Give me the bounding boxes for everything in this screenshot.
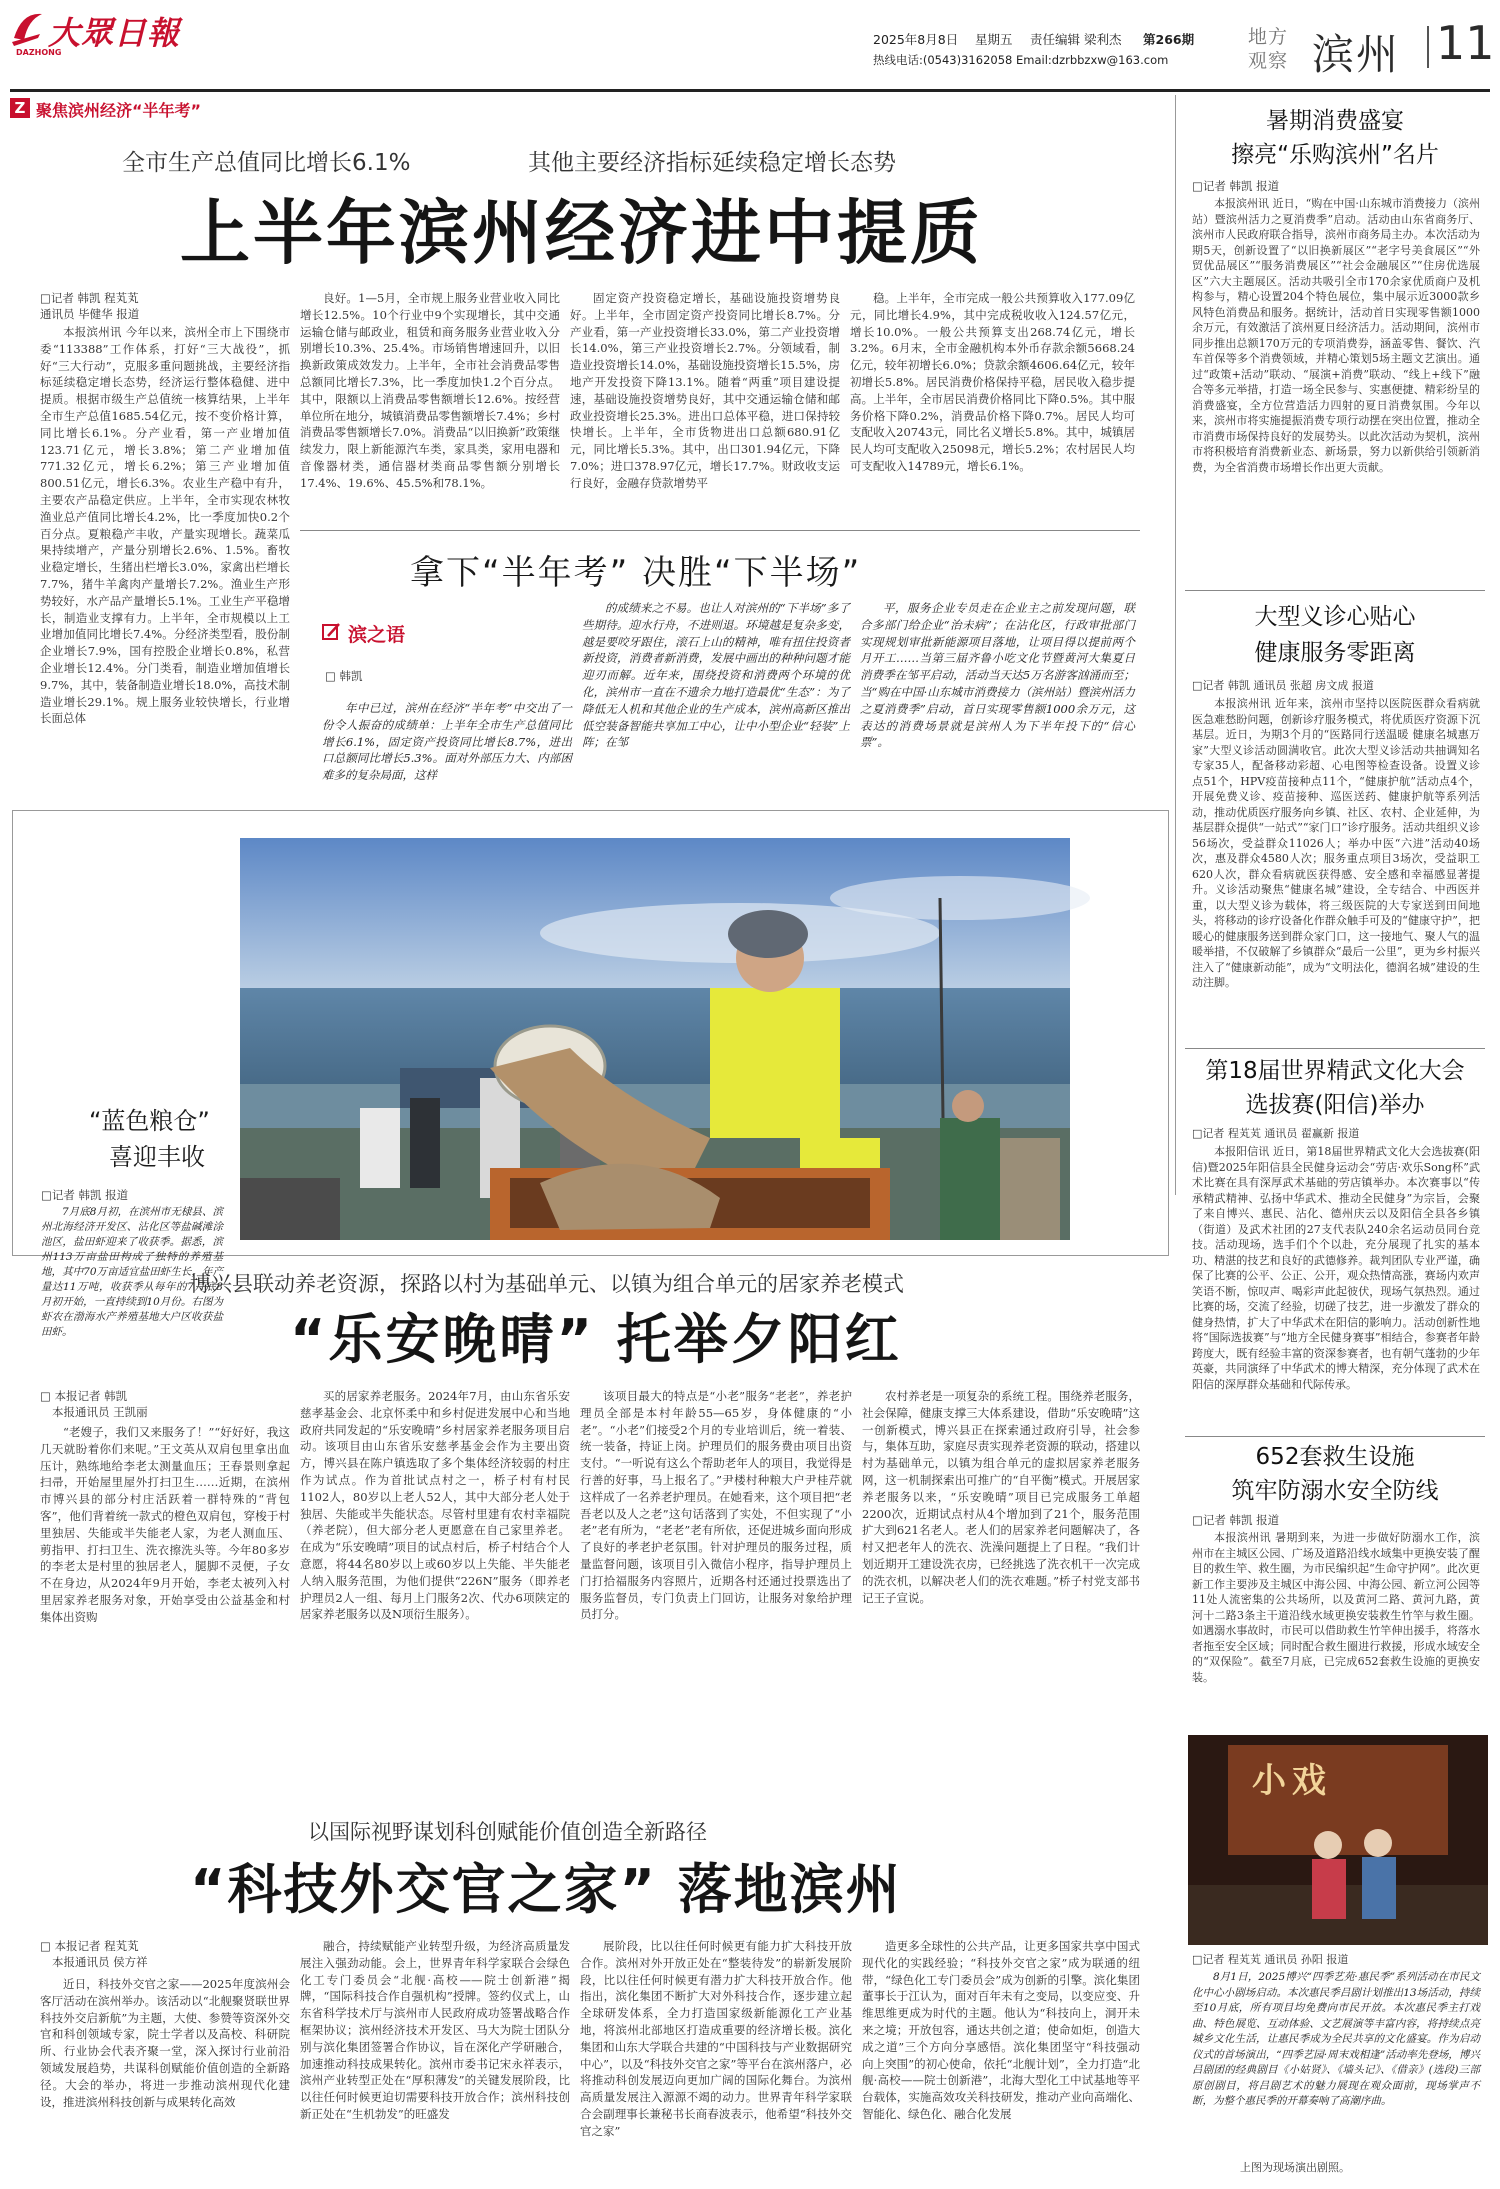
issue-weekday: 星期五 bbox=[975, 32, 1013, 47]
commentary-title: 拿下“半年考” 决胜“下半场” bbox=[410, 553, 862, 593]
right-c-byline: □记者 程芄芄 通讯员 翟赢新 报道 bbox=[1192, 1127, 1360, 1140]
diplomat-byline-1: □ 本报记者 程芄芄 bbox=[40, 1939, 139, 1953]
commentary-label bbox=[322, 620, 422, 646]
commentary-column-1: 年中已过，滨州在经济“半年考”中交出了一份令人振奋的成绩单：上半年全市生产总值同比增长6.1%，固定资产投资同比增长8.7%，进出口总额同比增长5.3%。面对外部压力大、内部困难多的复杂局面，这样 bbox=[322, 701, 572, 783]
page-number: 11 bbox=[1436, 16, 1495, 70]
section-label-a: 地方 bbox=[1248, 26, 1289, 48]
right-rule-3 bbox=[1185, 1436, 1485, 1437]
lead-byline-1: □记者 韩凯 程芄芄 bbox=[40, 291, 139, 305]
lead-title: 上半年滨州经济进中提质 bbox=[180, 192, 983, 274]
masthead-rule bbox=[10, 89, 1490, 92]
opera-photo-calligraphy: 小戏 bbox=[1252, 1761, 1332, 1801]
shrimp-harvest-illustration bbox=[240, 838, 1070, 1240]
right-b-byline: □记者 韩凯 通讯员 张超 房文成 报道 bbox=[1192, 679, 1374, 692]
lead-column-4: 稳。上半年，全市完成一般公共预算收入177.09亿元，同比增长4.9%，其中完成税收收入124.57亿元，增长10.0%。一般公共预算支出268.74亿元，增长3.2%。6月末，全市金融机构本外币存款余额5668.24亿元，较年初增长6.0%；贷款余额4606.64亿元，较年初增长5.8%。居民消费价格保持平稳，居民收入稳步提高。上半年，全市居民消费价格同比下降0.5%。其中服务价格下降0.2%，消费品价格下降0.7%。居民人均可支配收入20743元，同比名义增长5.8%。其中，城镇居民人均可支配收入25098元，增长5.2%；农村居民人均可支配收入14789元，增长6.1%。 bbox=[850, 291, 1135, 473]
right-e-caption: 上图为现场演出剧照。 bbox=[1240, 2161, 1350, 2174]
opera-stage-illustration bbox=[1188, 1735, 1488, 1945]
right-d-byline: □记者 韩凯 报道 bbox=[1192, 1513, 1280, 1527]
column-divider bbox=[1175, 95, 1176, 1195]
diplomat-column-2: 融合，持续赋能产业转型升级，为经济高质量发展注入强劲动能。会上，世界青年科学家联合会绿色化工专门委员会“北舰·高校——院士创新港”揭牌，“国际科技合作自强机构”授牌。签约仪式上，山东省科学技术厅与滨州市人民政府成功签署战略合作框架协议；滨州经济技术开发区、马大为院士团队分别与滨化集团签署合作协议，旨在深化产学研融合，加速推动科技成果转化。滨州市委书记宋永祥表示，滨州产业转型正处在“厚积薄发”的关键发展阶段，比以往任何时候更迫切需要科技开放合作；滨州科技创新正处在“生机勃发”的旺盛发 bbox=[300, 1939, 570, 2121]
elderly-column-1: “老嫂子，我们又来服务了！”“好好好，我这几天就盼着你们来呢。”王文英从双肩包里拿出血压计，熟练地给李老太测量血压；王春景则拿起扫帚，开始屋里屋外打扫卫生……近期，在滨州市博兴县的部分村庄活跃着一群特殊的“背包客”，他们背着统一款式的橙色双肩包，穿梭于村里独居、失能或半失能老人家，为老人测血压、剪指甲、打扫卫生、洗衣擦洗头等。今年80多岁的李老太是村里的独居老人，腿脚不灵便，子女不在身边，从2024年9月开始，李老太被列入村里居家养老服务对象，开始享受由公益基金和村集体出资购 bbox=[40, 1425, 290, 1624]
right-e-text: 8月1日，2025博兴“四季艺苑·惠民季”系列活动在市民文化中心小剧场启动。本次惠民季吕剧计划推出13场活动，持续至10月底，所有项目均免费向市民开放。本次惠民季主打戏曲、特色展览、互动体验、文艺展演等丰富内容，将持续点亮城乡文化生活，让惠民季成为全民共享的文化盛宴。作为启动仪式的首场演出，“四季艺园·周末戏相逢”活动率先登场，博兴吕剧团的经典剧目《小姑贤》、《墙头记》、《借亲》(选段)三部原创剧目，将吕剧艺术的魅力展现在观众面前，现场掌声不断，为整个惠民季的开幕奏响了高潮序曲。 bbox=[1192, 1971, 1480, 2107]
right-b-text: 本报滨州讯 近年来，滨州市坚持以医院医群众看病就医急难愁盼问题，创新诊疗服务模式，将优质医疗资源下沉基层。近日，为期3个月的“医路同行送温暖 健康名城惠万家”大型义诊活动圆满收官。此次大型义诊活动共抽调知名专家35人，配备移动彩超、心电图等检查设备。设置义诊点51个，HPV疫苗接种点11个，“健康护航”活动点4个，开展免费义诊、疫苗接种、巡医送药、健康护航等系列活动，推动优质医疗服务向乡镇、社区、农村、企业延伸，为基层群众提供“一站式”“家门口”诊疗服务。活动共组织义诊56场次，受益群众11026人；举办中医“六进”活动40场次，惠及群众4580人次；服务重点项目3场次，受益职工620人次，群众看病就医获得感、安全感和幸福感显著提升。义诊活动聚焦“健康名城”建设，全专结合、中西医并重，以大型义诊为载体，将三级医院的大专家送到田间地头，将移动的诊疗设备化作群众触手可及的“健康守护”，把暖心的健康服务送到群众家门口，这一接地气、聚人气的温暖举措，不仅破解了乡镇群众“最后一公里”，更为乡村振兴注入了“健康新动能”，成为“文明法化，德润名城”建设的生动注脚。 bbox=[1192, 697, 1480, 989]
diplomat-title: “科技外交官之家” 落地滨州 bbox=[190, 1858, 902, 1921]
logo-emblem-icon bbox=[10, 8, 46, 48]
diplomat-subtitle: 以国际视野谋划科创赋能价值创造全新路径 bbox=[308, 1820, 707, 1844]
column-tag-icon: Z bbox=[10, 98, 30, 118]
lead-subtitle-b: 其他主要经济指标延续稳定增长态势 bbox=[528, 150, 896, 176]
right-c-text: 本报阳信讯 近日，第18届世界精武文化大会选拔赛(阳信)暨2025年阳信县全民健身运动会“劳店·欢乐Song杯”武术比赛在具有深厚武术基础的劳店镇举办。本次赛事以“传承精武精神、弘扬中华武术、推动全民健身”为宗旨，会聚了来自博兴、惠民、沾化、德州庆云以及阳信全县各乡镇（街道）及武术社团的27支代表队240余名运动员同台竞技。活动现场，选手们个个以赴，充分展现了扎实的基本功、精湛的技艺和良好的武德修养。裁判团队专业严谨，确保了比赛的公平、公正、公开，观众热情高涨，赛场内欢声笑语不断，惊叹声、喝彩声此起彼伏，现场气氛热烈。通过比赛的场，交流了经验，切磋了技艺，进一步激发了群众的健身热情，扩大了中华武术在阳信的影响力。活动创新性地将“国际选拔赛”与“地方全民健身赛事”相结合，参赛者年龄跨度大，既有经验丰富的资深参赛者，也有朝气蓬勃的少年英豪，共同演绎了中华武术的博大精深，充分体现了武术在阳信的深厚群众基础和代际传承。 bbox=[1192, 1145, 1480, 1391]
photo-feature-title-2: 喜迎丰收 bbox=[109, 1143, 205, 1171]
lead-column-2: 良好。1—5月，全市规上服务业营业收入同比增长12.5%。10个行业中9个实现增长，其中交通运输仓储与邮政业，租赁和商务服务业营业收入分别增长10.3%、25.4%。市场销售增速回升，以旧换新政策成效发力。上半年，全市社会消费品零售总额同比增长7.3%，比一季度加快1.2个百分点。其中，限额以上消费品零售额增长12.6%。按经营单位所在地分，城镇消费品零售额增长7.4%；乡村消费品零售额增长7.0%。消费品“以旧换新”政策继续发力，限上新能源汽车类，家具类，家用电器和音像器材类，通信器材类商品零售额分别增长17.4%、19.6%、45.5%和78.1%。 bbox=[300, 291, 560, 490]
right-rule-1 bbox=[1185, 590, 1485, 591]
elderly-byline-1: □ 本报记者 韩凯 bbox=[40, 1389, 128, 1403]
right-d-text: 本报滨州讯 暑期到来，为进一步做好防溺水工作，滨州市在主城区公园、广场及道路沿线水域集中更换安装了醒目的救生竿、救生圈，为市民编织起“生命守护网”。此次更新工作主要涉及主城区中海公园、中海公园、新立河公园等11处人流密集的公共场所，以及黄河二路、黄河九路，黄河十二路3条主干道沿线水域更换安装救生竹竿与救生圈。如遇溺水事故时，市民可以借助救生竹竿伸出援手，将落水者拖至安全区域；同时配合救生圈进行救援，形成水域安全的“双保险”。截至7月底，已完成652套救生设施的更换安装。 bbox=[1192, 1531, 1480, 1684]
right-d-title-2: 筑牢防溺水安全防线 bbox=[1231, 1478, 1439, 1504]
diplomat-column-3: 展阶段，比以往任何时候更有能力扩大科技开放合作。滨州对外开放正处在“整装待发”的崭新发展阶段，比以往任何时候更有潜力扩大科技开放合作。他指出，滨化集团不断扩大对外科技合作，逐步建立起全球研发体系，全力打造国家级新能源化工产业基地，将滨州北部地区打造成重要的经济增长极。滨化集团和山东大学联合共建的“中国科技与产业数据研究中心”，以及“科技外交官之家”等平台在滨州落户，必将推动科创发展迈向更加广阔的国际化舞台。为滨州高质量发展注入源源不竭的动力。世界青年科学家联合会副理事长兼秘书长商春波表示，他希望“科技外交官之家” bbox=[580, 1939, 852, 2138]
diplomat-column-4: 造更多全球性的公共产品，让更多国家共享中国式现代化的实践经验；“科技外交官之家”成为联通的纽带，“绿色化工专门委员会”成为创新的引擎。滨化集团董事长于江认为，面对百年未有之变局，以变应变、升维思维更成为时代的主题。他认为“科技向上，洞开未来之境；开放包容，通达共创之道；使命如炬，创造大成之道”三个方向分享感悟。滨化集团坚守“科技强动 向上突围”的初心使命，依托“北舰计划”，全力打造“北舰·高校——院士创新港”，北海大型化工中试基地等平台载体，实施高效攻关科技研发，推动产业向高端化、智能化、绿色化、融合化发展 bbox=[862, 1939, 1140, 2121]
right-a-text: 本报滨州讯 近日，“购在中国·山东城市消费接力（滨州站）暨滨州活力之夏消费季”启动。活动由山东省商务厅、滨州市人民政府联合指导，滨州市商务局主办。本次活动为期5天，创新设置了“以旧换新展区”“老字号美食展区”“外贸优品展区”“服务消费展区”“社会金融展区”“住房优选展区”六大主题展区。活动共吸引全市170余家优质商户及机构参与，精心设置204个特色展位，集中展示近3000款乡风特色消费品和服务。据统计，活动首日实现零售额1000余万元，有效激活了滨州夏日经济活力。活动期间，滨州市同步推出总额170万元的专项消费券，涵盖零售、餐饮、汽车首保等多个消费领域，并精心策划5场主题文艺演出。通过“政策+活动”联动、“展演+消费”联动、“线上+线下”融合等多元举措，打造一场全民参与、实惠便捷、精彩纷呈的消费盛宴，全方位营造活力四射的夏日消费氛围。今年以来，滨州市将实施提振消费专项行动摆在突出位置，推动全市消费市场保持良好的发展势头。以此次活动为契机，滨州市将积极培育消费新业态、新场景，努力以新供给引领新消费，为全省消费市场增长作出更大贡献。 bbox=[1192, 197, 1480, 474]
commentary-column-2: 的成绩来之不易。也让人对滨州的“下半场”多了些期待。迎水行舟，不进则退。环境越是复杂多变，越是要咬牙跟住，滚石上山的精神，唯有扭住投资者新投资，消费者新消费，发展中画出的种种问题才能迎刃而解。近年来，围绕投资和消费两个环境的优化，滨州市一直在不遗余力地打造最优“生态”：为了降低无人机和其他企业的生产成本，滨州高新区推出低空装备智能共享加工中心，让中小型企业“轻装”上阵；在邹 bbox=[582, 601, 850, 750]
lead-column-3: 固定资产投资稳定增长，基础设施投资增势良好。上半年，全市固定资产投资同比增长8.7%。分产业看，第一产业投资增长33.0%，第二产业投资增长14.0%，第三产业投资增长2.7%。分领域看，制造业投资增长14.0%，基础设施投资增长15.5%，房地产开发投资下降13.1%。随着“两重”项目建设提速，基础设施投资增势良好，其中交通运输仓储和邮政业投资增长25.3%。进出口总体平稳，进口保持较快增长。上半年，全市货物进出口总额680.91亿元，同比增长5.3%。其中，出口301.94亿元，下降7.0%；进口378.97亿元，增长17.7%。财政收支运行良好，金融存贷款增势平 bbox=[570, 291, 840, 490]
logo-text: 大眾日報 bbox=[48, 14, 181, 52]
issue-number: 第266期 bbox=[1143, 32, 1195, 47]
right-b-title-2: 健康服务零距离 bbox=[1254, 640, 1416, 666]
right-rule-2 bbox=[1185, 1048, 1485, 1049]
diplomat-byline-2: 本报通讯员 侯方祥 bbox=[52, 1955, 148, 1969]
elderly-byline-2: 本报通讯员 王凯丽 bbox=[52, 1405, 148, 1419]
issue-editor: 责任编辑 梁利杰 bbox=[1030, 32, 1122, 47]
hotline: 热线电话:(0543)3162058 Email:dzrbbzxw@163.com bbox=[873, 53, 1169, 67]
photo-feature-title-1: “蓝色粮仓” bbox=[89, 1107, 210, 1135]
column-tag-label: 聚焦滨州经济“半年考” bbox=[36, 101, 202, 120]
issue-date: 2025年8月8日 bbox=[873, 32, 959, 47]
right-c-title-2: 选拔赛(阳信)举办 bbox=[1245, 1092, 1425, 1118]
lead-column-1: 本报滨州讯 今年以来，滨州全市上下围绕市委“113388”工作体系，打好“三大战役”，抓好“三大行动”，克服多重问题挑战，主要经济指标延续稳定增长态势，经济运行整体稳健、进中提质。根据市级生产总值统一核算结果，上半年全市生产总值1685.54亿元，按不变价格计算，同比增长6.1%。分产业看，第一产业增加值123.71亿元，增长3.8%；第二产业增加值771.32亿元，增长6.2%；第三产业增加值800.51亿元，增长6.3%。农业生产稳中有升，主要农产品稳定供应。上半年，全市实现农林牧渔业总产值同比增长4.2%，比一季度加快0.2个百分点。夏粮稳产丰收，产量实现增长。蔬菜瓜果持续增产，产量分别增长2.6%、1.5%。畜牧业稳定增长，生猪出栏增长3.0%，家禽出栏增长7.7%，猪牛羊禽肉产量增长7.2%。渔业生产形势较好，水产品产量增长5.1%。工业生产平稳增长，制造业支撑有力。上半年，全市规模以上工业增加值同比增长7.4%。分经济类型看，股份制企业增长7.9%，国有控股企业增长0.8%，私营企业增长12.4%。分门类看，制造业增加值增长9.7%，其中，装备制造业增长18.0%，高技术制造业增长29.1%。规上服务业较快增长，行业增长面总体 bbox=[40, 325, 290, 726]
commentary-label-text: 滨之语 bbox=[348, 624, 406, 646]
right-b-title-1: 大型义诊心贴心 bbox=[1254, 604, 1416, 630]
right-a-byline: □记者 韩凯 报道 bbox=[1192, 179, 1280, 193]
right-a-title-1: 暑期消费盛宴 bbox=[1266, 108, 1404, 134]
right-e-byline: □记者 程芄芄 通讯员 孙阳 报道 bbox=[1192, 1953, 1349, 1966]
diplomat-column-1: 近日，科技外交官之家——2025年度滨州会客厅活动在滨州举办。该活动以“北舰聚贤联世界 科技外交启新航”为主题，大使、参赞等资深外交官和科创领域专家，院士学者以及高校、科研院所、行业协会代表齐聚一堂，深入探讨行业前沿领域发展趋势，共谋科创赋能价值创造的全新路径。大会的举办，将进一步推动滨州现代化建设，推进滨州科技创新与成果转化高效 bbox=[40, 1977, 290, 2109]
photo-feature-byline: □记者 韩凯 报道 bbox=[41, 1188, 129, 1202]
lead-byline-2: 通讯员 毕健华 报道 bbox=[40, 307, 140, 321]
elderly-subtitle: 博兴县联动养老资源，探路以村为基础单元、以镇为组合单元的居家养老模式 bbox=[190, 1272, 904, 1296]
elderly-column-3: 该项目最大的特点是“小老”服务“老老”，养老护理员全部是本村年龄55—65岁，身体健康的“小老”。“小老”们接受2个月的专业培训后，统一着装、统一装备，持证上岗。护理员们的服务费由项目出资支付。“一听说有这么个帮助老年人的项目，我觉得是行善的好事，马上报名了。”尹楼村种粮大户尹桂芹就这样成了一名养老护理员。在她看来，这个项目把“老吾老以及人之老”这句话落到了实处，不但实现了“小老”老有所为，“老老”老有所依，还促进城乡面向形成了良好的孝老护老氛围。针对护理员的服务过程，质量监督问题，该项目引入微信小程序，指导护理员上门打拾福服务内容照片，近期各村还通过投票选出了服务监督员，专门负责上门回访，让服务对象给护理员打分。 bbox=[580, 1389, 852, 1622]
section-label-b: 观察 bbox=[1248, 50, 1289, 72]
lead-subtitle-a: 全市生产总值同比增长6.1% bbox=[122, 150, 411, 176]
commentary-column-3: 平，服务企业专员走在企业主之前发现问题，联合多部门给企业“治未病”；在沾化区，行政审批部门实现规划审批新能源项目落地，让项目得以提前两个月开工……当第三届齐鲁小吃文化节暨黄河大集夏日消费季在邹平启动，活动当天达5万名游客汹涌而至；当“购在中国·山东城市消费接力（滨州站）暨滨州活力之夏消费季”启动，首日实现零售额1000余万元，这表达的消费场景就是滨州人为下半年投下的“信心票”。 bbox=[860, 601, 1135, 750]
shrimp-harvest-photo bbox=[240, 838, 1070, 1240]
elderly-title: “乐安晚晴” 托举夕阳红 bbox=[290, 1308, 902, 1371]
newspaper-logo bbox=[10, 6, 180, 62]
elderly-column-4: 农村养老是一项复杂的系统工程。围绕养老服务，社会保障，健康支撑三大体系建设，借助“乐安晚晴”这一创新模式，博兴县正在探索通过政府引导，社会参与，集体互助，家庭尽责实现养老资源的联动，搭建以村为基础单元，以镇为组合单元的虚拟居家养老服务网，这一机制探索出可推广的“自平衡”模式。开展居家养老服务以来，“乐安晚晴”项目已完成服务工单超2200次，近期试点村从4个增加到了21个，服务范围扩大到621名老人。老人们的居家养老问题解决了，各村又把老年人的洗衣、洗澡问题提上了日程。“我们计划近期开工建设洗衣房，已经挑选了洗衣机干一次完成的洗衣机，以解决老人们的洗衣难题。”桥子村党支部书记王子宣说。 bbox=[862, 1389, 1140, 1605]
commentary-top-rule bbox=[300, 530, 1140, 531]
logo-sub: DAZHONG bbox=[16, 48, 62, 57]
opera-stage-photo bbox=[1188, 1735, 1488, 1945]
right-a-title-2: 擦亮“乐购滨州”名片 bbox=[1231, 142, 1439, 168]
city-name: 滨州 bbox=[1312, 30, 1401, 79]
elderly-column-2: 买的居家养老服务。2024年7月，由山东省乐安慈孝基金会、北京怀柔中和乡村促进发展中心和当地政府共同发起的“乐安晚晴”乡村居家养老服务项目启动。该项目由山东省乐安慈孝基金会作为主要出资方，博兴县在陈户镇选取了多个集体经济较弱的村庄作为试点。作为首批试点村之一，桥子村有村民1102人，80岁以上老人52人，其中大部分老人处于独居、失能或半失能状态。尽管村里建有农村幸福院（养老院），但大部分老人更愿意在自己家里养老。在成为“乐安晚晴”项目的试点村后，桥子村结合个人意愿，将44名80岁以上或60岁以上失能、半失能老人纳入服务范围，为他们提供“226N”服务（即养老护理员2人一组、每月上门服务2次、代办6项陕定的居家养老服务以及N项衍生服务）。 bbox=[300, 1389, 570, 1622]
photo-feature-text: 7月底8月初，在滨州市无棣县、滨州北海经济开发区、沾化区等盐碱滩涂池区，盐田虾迎来了收获季。据悉，滨州113万亩盐田构成了独特的养殖基地，其中70万亩适宜盐田虾生长，年产量达11万吨，收获季从每年的7月底8月初开始，一直持续到10月份。右图为虾农在渤海水产养殖基地大户区收获盐田虾。 bbox=[41, 1206, 223, 1338]
column-tag bbox=[10, 96, 270, 122]
page-number-divider bbox=[1427, 26, 1429, 68]
commentary-quill-icon bbox=[322, 622, 342, 642]
right-c-title-1: 第18届世界精武文化大会 bbox=[1205, 1058, 1465, 1084]
masthead bbox=[0, 0, 1500, 90]
commentary-author: □ 韩凯 bbox=[325, 669, 363, 683]
right-d-title-1: 652套救生设施 bbox=[1255, 1444, 1415, 1470]
